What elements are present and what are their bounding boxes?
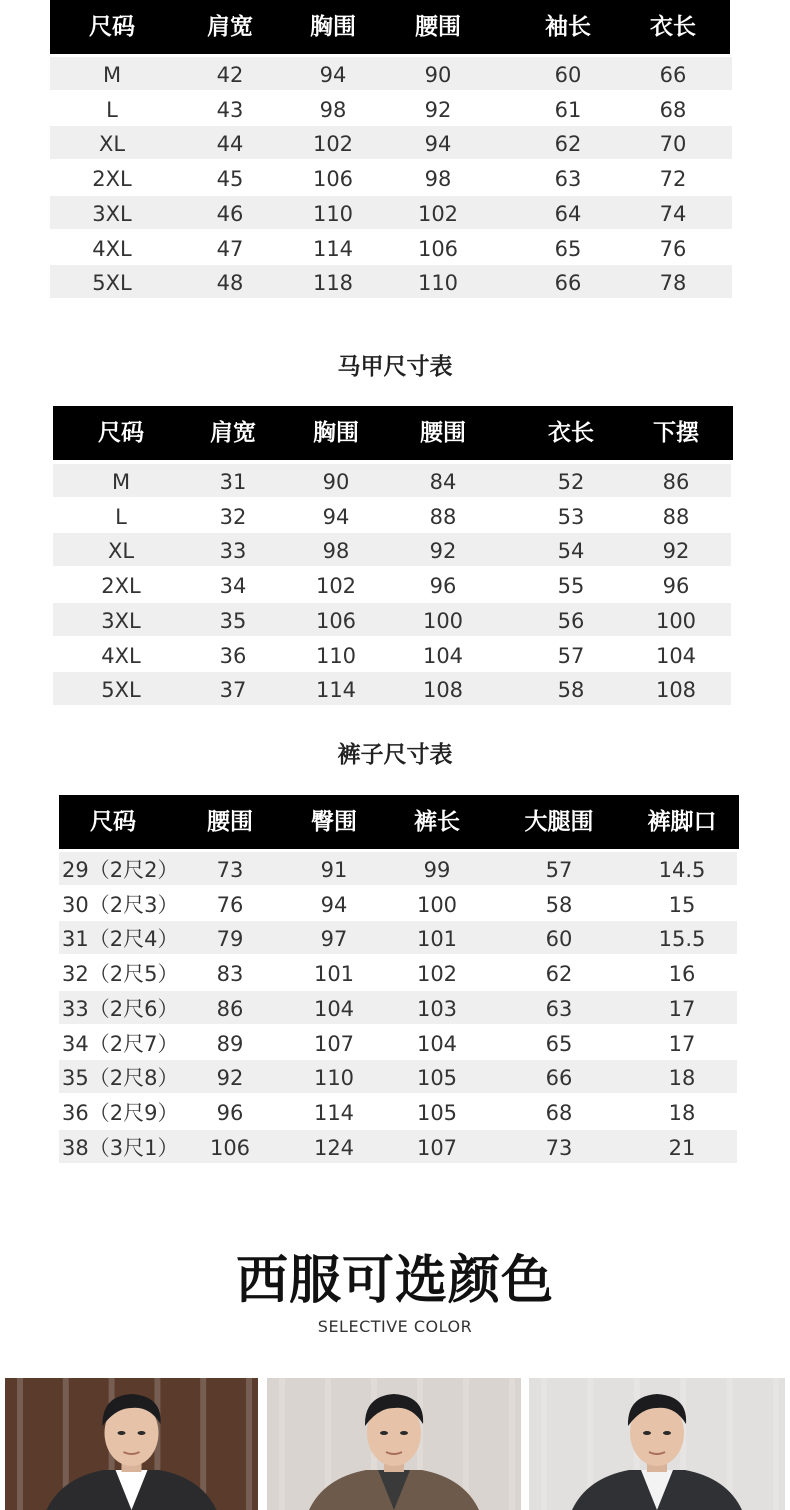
table-row bbox=[59, 991, 737, 1024]
table-cell: 5XL bbox=[92, 271, 132, 296]
table-cell: 96 bbox=[216, 1100, 244, 1125]
table-cell: 38（3尺1） bbox=[62, 1135, 179, 1160]
table-cell: 34（2尺7） bbox=[62, 1031, 179, 1056]
table-cell: 62 bbox=[554, 132, 582, 157]
table-cell: 86 bbox=[662, 470, 690, 494]
table-cell: 102 bbox=[417, 201, 459, 226]
table-cell: 100 bbox=[655, 608, 697, 633]
header-cell: 胸围 bbox=[310, 14, 356, 40]
table-cell: 73 bbox=[216, 858, 244, 882]
table-cell: 92 bbox=[216, 1066, 244, 1091]
header-cell: 衣长 bbox=[650, 14, 696, 40]
table-cell: 98 bbox=[322, 539, 350, 564]
table-cell: 37 bbox=[219, 678, 247, 703]
table-cell: 15 bbox=[668, 892, 696, 917]
table-cell: M bbox=[111, 470, 131, 494]
table-cell: 15.5 bbox=[658, 927, 706, 952]
table-row bbox=[59, 852, 737, 885]
table-cell: 92 bbox=[662, 539, 690, 564]
table-cell: 110 bbox=[315, 643, 357, 668]
table-cell: 76 bbox=[659, 236, 687, 261]
header-cell: 胸围 bbox=[313, 420, 359, 446]
table-cell: 47 bbox=[216, 236, 244, 261]
table-cell: 18 bbox=[668, 1100, 696, 1125]
table-cell: 16 bbox=[668, 962, 696, 987]
table-row bbox=[50, 92, 732, 125]
table-cell: 46 bbox=[216, 201, 244, 226]
header-cell: 尺码 bbox=[98, 420, 144, 446]
model-photo-2[interactable] bbox=[267, 1378, 521, 1510]
table-cell: 4XL bbox=[101, 643, 141, 668]
header-cell: 裤脚口 bbox=[647, 809, 717, 835]
table-cell: 102 bbox=[312, 132, 354, 157]
table-row bbox=[53, 499, 731, 532]
table-cell: 100 bbox=[416, 892, 458, 917]
header-cell: 袖长 bbox=[545, 14, 591, 40]
table-row bbox=[59, 1130, 737, 1163]
table-cell: 66 bbox=[545, 1066, 573, 1091]
table-cell: 105 bbox=[416, 1100, 458, 1125]
table-cell: 101 bbox=[416, 927, 458, 952]
table-cell: 118 bbox=[312, 271, 354, 296]
table-cell: 57 bbox=[557, 643, 585, 668]
table-cell: 110 bbox=[312, 201, 354, 226]
table-row bbox=[59, 887, 737, 920]
header-cell: 腰围 bbox=[420, 420, 466, 446]
table-cell: 89 bbox=[216, 1031, 244, 1056]
color-options-gallery bbox=[0, 1378, 790, 1510]
table-cell: 88 bbox=[429, 504, 457, 529]
table-cell: 106 bbox=[312, 167, 354, 192]
table-cell: 104 bbox=[422, 643, 464, 668]
header-cell: 下摆 bbox=[653, 420, 699, 446]
table-cell: 78 bbox=[659, 271, 687, 296]
table-cell: 58 bbox=[545, 892, 573, 917]
header-cell: 尺码 bbox=[90, 809, 136, 835]
table-cell: 101 bbox=[313, 962, 355, 987]
table-cell: 102 bbox=[416, 962, 458, 987]
table-cell: 100 bbox=[422, 608, 464, 633]
table-cell: L bbox=[106, 97, 118, 122]
table-cell: 108 bbox=[655, 678, 697, 703]
table-row bbox=[53, 638, 731, 671]
table-cell: 3XL bbox=[101, 608, 141, 633]
table-row bbox=[59, 1026, 737, 1059]
table-cell: 36 bbox=[219, 643, 247, 668]
table-cell: 61 bbox=[554, 97, 582, 122]
table-cell: 4XL bbox=[92, 236, 132, 261]
table-cell: 72 bbox=[659, 167, 687, 192]
table-cell: 68 bbox=[545, 1100, 573, 1125]
table-cell: 3XL bbox=[92, 201, 132, 226]
table-cell: 21 bbox=[668, 1135, 696, 1160]
header-cell: 腰围 bbox=[207, 809, 253, 835]
table-cell: 107 bbox=[313, 1031, 355, 1056]
table-cell: 29（2尺2） bbox=[62, 858, 179, 882]
table-cell: 53 bbox=[557, 504, 585, 529]
table-cell: 106 bbox=[315, 608, 357, 633]
table-cell: 97 bbox=[320, 927, 348, 952]
table-cell: 94 bbox=[424, 132, 452, 157]
table-cell: XL bbox=[107, 539, 135, 564]
vest-table-title: 马甲尺寸表 bbox=[337, 354, 453, 380]
table-row bbox=[53, 603, 731, 636]
table-cell: 14.5 bbox=[658, 858, 706, 882]
table-row bbox=[50, 161, 732, 194]
table-row bbox=[59, 1060, 737, 1093]
table-cell: 114 bbox=[312, 236, 354, 261]
pants-table-title: 裤子尺寸表 bbox=[337, 742, 453, 768]
table-cell: 31（2尺4） bbox=[62, 927, 179, 952]
table-cell: 92 bbox=[424, 97, 452, 122]
table-cell: 96 bbox=[429, 574, 457, 599]
table-cell: 106 bbox=[209, 1135, 251, 1160]
table-cell: 90 bbox=[424, 63, 452, 87]
table-row bbox=[50, 265, 732, 298]
table-header bbox=[53, 406, 733, 460]
header-cell: 尺码 bbox=[89, 14, 135, 40]
table-cell: 103 bbox=[416, 996, 458, 1021]
table-cell: 32（2尺5） bbox=[62, 962, 179, 987]
table-cell: 57 bbox=[545, 858, 573, 882]
table-cell: 110 bbox=[313, 1066, 355, 1091]
table-cell: 5XL bbox=[101, 678, 141, 703]
table-cell: 98 bbox=[424, 167, 452, 192]
table-cell: 56 bbox=[557, 608, 585, 633]
table-cell: 34 bbox=[219, 574, 247, 599]
table-cell: 114 bbox=[313, 1100, 355, 1125]
table-row bbox=[53, 464, 731, 497]
table-cell: 99 bbox=[423, 858, 451, 882]
table-cell: 54 bbox=[557, 539, 585, 564]
table-cell: 108 bbox=[422, 678, 464, 703]
table-cell: 107 bbox=[416, 1135, 458, 1160]
table-row bbox=[53, 533, 731, 566]
table-cell: 92 bbox=[429, 539, 457, 564]
table-cell: 86 bbox=[216, 996, 244, 1021]
table-cell: 94 bbox=[320, 892, 348, 917]
table-cell: 106 bbox=[417, 236, 459, 261]
table-cell: 66 bbox=[554, 271, 582, 296]
table-cell: 76 bbox=[216, 892, 244, 917]
table-cell: 104 bbox=[655, 643, 697, 668]
header-cell: 裤长 bbox=[414, 809, 460, 835]
table-cell: 94 bbox=[322, 504, 350, 529]
vest-size-table bbox=[53, 406, 733, 706]
table-cell: 43 bbox=[216, 97, 244, 122]
table-cell: 17 bbox=[668, 1031, 696, 1056]
table-row bbox=[59, 1095, 737, 1128]
table-cell: 124 bbox=[313, 1135, 355, 1160]
table-cell: 79 bbox=[216, 927, 244, 952]
table-row bbox=[50, 57, 732, 90]
table-cell: 84 bbox=[429, 470, 457, 494]
pants-size-table bbox=[59, 795, 739, 1165]
table-row bbox=[50, 231, 732, 264]
table-cell: 104 bbox=[313, 996, 355, 1021]
table-cell: 58 bbox=[557, 678, 585, 703]
header-cell: 衣长 bbox=[548, 420, 594, 446]
table-cell: 90 bbox=[322, 470, 350, 494]
header-cell: 臀围 bbox=[311, 809, 357, 835]
table-cell: 96 bbox=[662, 574, 690, 599]
table-cell: 98 bbox=[319, 97, 347, 122]
table-cell: 66 bbox=[659, 63, 687, 87]
table-row bbox=[59, 921, 737, 954]
table-cell: 33（2尺6） bbox=[62, 996, 179, 1021]
table-cell: 102 bbox=[315, 574, 357, 599]
color-section-title: 西服可选颜色 bbox=[235, 1251, 554, 1311]
table-row bbox=[53, 672, 731, 705]
table-cell: L bbox=[115, 504, 127, 529]
table-cell: 91 bbox=[320, 858, 348, 882]
table-row bbox=[50, 126, 732, 159]
model-photo-3[interactable] bbox=[529, 1378, 785, 1510]
table-cell: 32 bbox=[219, 504, 247, 529]
table-cell: 18 bbox=[668, 1066, 696, 1091]
table-row bbox=[59, 956, 737, 989]
table-cell: 45 bbox=[216, 167, 244, 192]
table-cell: 60 bbox=[545, 927, 573, 952]
table-cell: 114 bbox=[315, 678, 357, 703]
table-cell: 44 bbox=[216, 132, 244, 157]
table-cell: 68 bbox=[659, 97, 687, 122]
table-cell: 62 bbox=[545, 962, 573, 987]
table-header bbox=[59, 795, 739, 849]
table-cell: 17 bbox=[668, 996, 696, 1021]
header-cell: 肩宽 bbox=[210, 420, 256, 446]
table-cell: 73 bbox=[545, 1135, 573, 1160]
table-cell: 65 bbox=[554, 236, 582, 261]
header-cell: 大腿围 bbox=[524, 809, 594, 835]
table-cell: 2XL bbox=[92, 167, 132, 192]
table-cell: 35 bbox=[219, 608, 247, 633]
color-section-subtitle: SELECTIVE COLOR bbox=[317, 1317, 473, 1336]
table-row bbox=[50, 196, 732, 229]
table-cell: 63 bbox=[554, 167, 582, 192]
table-cell: 104 bbox=[416, 1031, 458, 1056]
header-cell: 腰围 bbox=[415, 14, 461, 40]
table-cell: 55 bbox=[557, 574, 585, 599]
table-cell: 48 bbox=[216, 271, 244, 296]
table-cell: 60 bbox=[554, 63, 582, 87]
table-cell: 30（2尺3） bbox=[62, 892, 179, 917]
table-cell: 70 bbox=[659, 132, 687, 157]
table-cell: 65 bbox=[545, 1031, 573, 1056]
table-cell: 74 bbox=[659, 201, 687, 226]
table-cell: 63 bbox=[545, 996, 573, 1021]
table-cell: XL bbox=[98, 132, 126, 157]
table-cell: 94 bbox=[319, 63, 347, 87]
table-cell: 52 bbox=[557, 470, 585, 494]
table-cell: 31 bbox=[219, 470, 247, 494]
table-cell: 88 bbox=[662, 504, 690, 529]
table-cell: 42 bbox=[216, 63, 244, 87]
table-row bbox=[53, 568, 731, 601]
table-cell: 33 bbox=[219, 539, 247, 564]
model-photo-1[interactable] bbox=[5, 1378, 258, 1510]
table-header bbox=[50, 0, 730, 54]
table-cell: 35（2尺8） bbox=[62, 1066, 179, 1091]
table-cell: 64 bbox=[554, 201, 582, 226]
table-cell: 105 bbox=[416, 1066, 458, 1091]
table-cell: 2XL bbox=[101, 574, 141, 599]
table-cell: 36（2尺9） bbox=[62, 1100, 179, 1125]
table-cell: M bbox=[102, 63, 122, 87]
suit-size-table bbox=[50, 0, 732, 300]
header-cell: 肩宽 bbox=[207, 14, 253, 40]
table-cell: 83 bbox=[216, 962, 244, 987]
table-cell: 110 bbox=[417, 271, 459, 296]
